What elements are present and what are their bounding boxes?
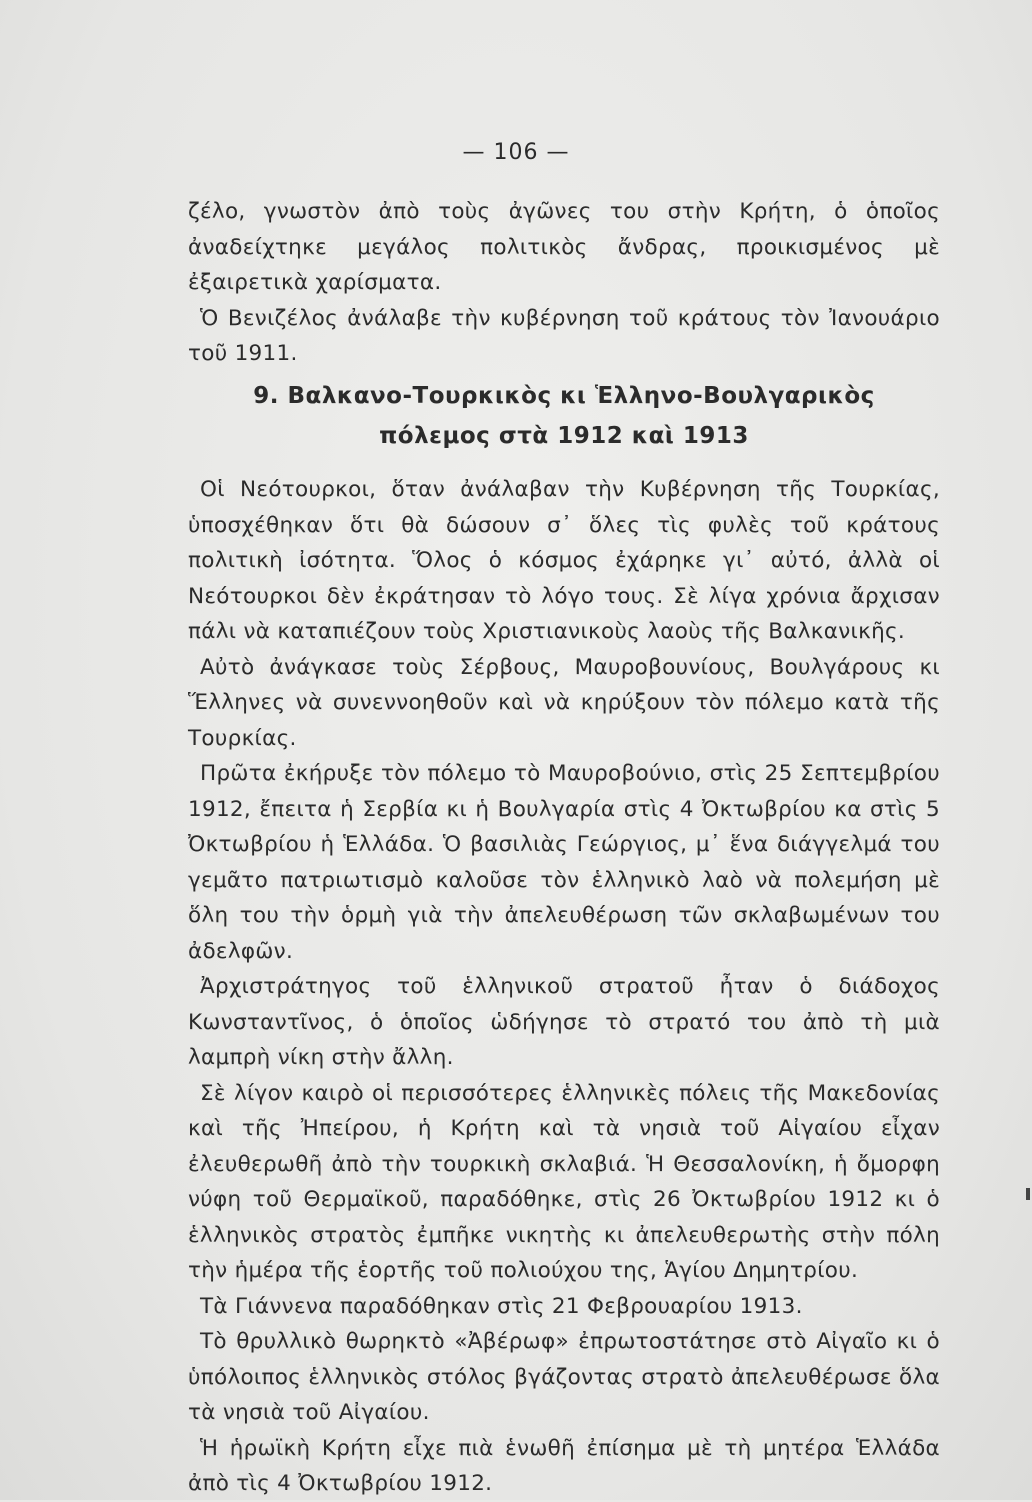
- paragraph: Αὐτὸ ἀνάγκασε τοὺς Σέρβους, Μαυροβουνίους, Βουλγάρους κι Ἕλληνες νὰ συνεννοηθοῦν καὶ νὰ κηρύξουν τὸν πόλεμο κατὰ τῆς Τουρκίας.: [188, 654, 940, 751]
- scan-edge-mark: [1026, 1188, 1030, 1200]
- paragraph: Σὲ λίγον καιρὸ οἱ περισσότερες ἑλληνικὲς πόλεις τῆς Μακεδονίας καὶ τῆς Ἠπείρου, ἡ Κρήτη καὶ τὰ νησιὰ τοῦ Αἰγαίου εἶχαν ἐλευθερωθῆ ἀπὸ τὴν τουρκικὴ σκλαβιά. Ἡ Θεσσαλονίκη, ἡ ὄμορφη νύφη τοῦ Θερμαϊκοῦ, παραδόθηκε, στὶς 26 Ὀκτωβρίου 1912 κι ὁ ἑλληνικὸς στρατὸς ἐμπῆκε νικητὴς κι ἀπελευθερωτὴς στὴν πόλη τὴν ἡμέρα τῆς ἑορτῆς τοῦ πολιούχου της, Ἁγίου Δημητρίου.: [188, 1080, 940, 1283]
- paragraph: Ἡ ἡρωϊκὴ Κρήτη εἶχε πιὰ ἑνωθῆ ἐπίσημα μὲ τὴ μητέρα Ἑλλάδα ἀπὸ τὶς 4 Ὀκτωβρίου 1912.: [188, 1435, 940, 1496]
- body-text: [188, 472, 940, 1502]
- paragraph: Ὁ Βενιζέλος ἀνάλαβε τὴν κυβέρνηση τοῦ κράτους τὸν Ἰανουάριο τοῦ 1911.: [188, 305, 940, 366]
- paragraph: ζέλο, γνωστὸν ἀπὸ τοὺς ἀγῶνες του στὴν Κρήτη, ὁ ὁποῖος ἀναδείχτηκε μεγάλος πολιτικὸς ἄνδρας, προικισμένος μὲ ἐξαιρετικὰ χαρίσματα.: [188, 199, 940, 295]
- page-number: — 106 —: [462, 140, 570, 165]
- intro-text: [188, 194, 940, 372]
- paragraph: Πρῶτα ἐκήρυξε τὸν πόλεμο τὸ Μαυροβούνιο, στὶς 25 Σεπτεμβρίου 1912, ἔπειτα ἡ Σερβία κι ἡ Βουλγαρία στὶς 4 Ὀκτωβρίου κα στὶς 5 Ὀκτωβρίου ἡ Ἑλλάδα. Ὁ βασιλιὰς Γεώργιος, μ᾽ ἕνα διάγγελμά του γεμᾶτο πατριωτισμὸ καλοῦσε τὸν ἑλληνικὸ λαὸ νὰ πολεμήση μὲ ὅλη του τὴν ὁρμὴ γιὰ τὴν ἀπελευθέρωση τῶν σκλαβωμένων του ἀδελφῶν.: [188, 761, 940, 964]
- paragraph: Οἱ Νεότουρκοι, ὅταν ἀνάλαβαν τὴν Κυβέρνηση τῆς Τουρκίας, ὑποσχέθηκαν ὅτι θὰ δώσουν σ᾽ ὅλες τὶς φυλὲς τοῦ κράτους πολιτικὴ ἰσότητα. Ὅλος ὁ κόσμος ἐχάρηκε γι᾽ αὐτό, ἀλλὰ οἱ Νεότουρκοι δὲν ἐκράτησαν τὸ λόγο τους. Σὲ λίγα χρόνια ἄρχισαν πάλι νὰ καταπιέζουν τοὺς Χριστιανικοὺς λαοὺς τῆς Βαλκανικῆς.: [188, 477, 940, 644]
- section-heading-line: 9. Βαλκανο-Τουρκικὸς κι Ἑλληνο-Βουλγαρικὸς: [253, 383, 875, 409]
- paragraph: Τὰ Γιάννενα παραδόθηκαν στὶς 21 Φεβρουαρίου 1913.: [200, 1293, 803, 1319]
- paragraph: Τὸ θρυλλικὸ θωρηκτὸ «Ἀβέρωφ» ἐπρωτοστάτησε στὸ Αἰγαῖο κι ὁ ὑπόλοιπος ἑλληνικὸς στόλος βγάζοντας στρατὸ ἀπελευθέρωσε ὅλα τὰ νησιὰ τοῦ Αἰγαίου.: [188, 1329, 940, 1425]
- paragraph: Ἀρχιστράτηγος τοῦ ἑλληνικοῦ στρατοῦ ἦταν ὁ διάδοχος Κωνσταντῖνος, ὁ ὁποῖος ὡδήγησε τὸ στρατό του ἀπὸ τὴ μιὰ λαμπρὴ νίκη στὴν ἄλλη.: [188, 974, 940, 1070]
- section-heading: [188, 376, 940, 456]
- section-heading-line: πόλεμος στὰ 1912 καὶ 1913: [379, 423, 749, 449]
